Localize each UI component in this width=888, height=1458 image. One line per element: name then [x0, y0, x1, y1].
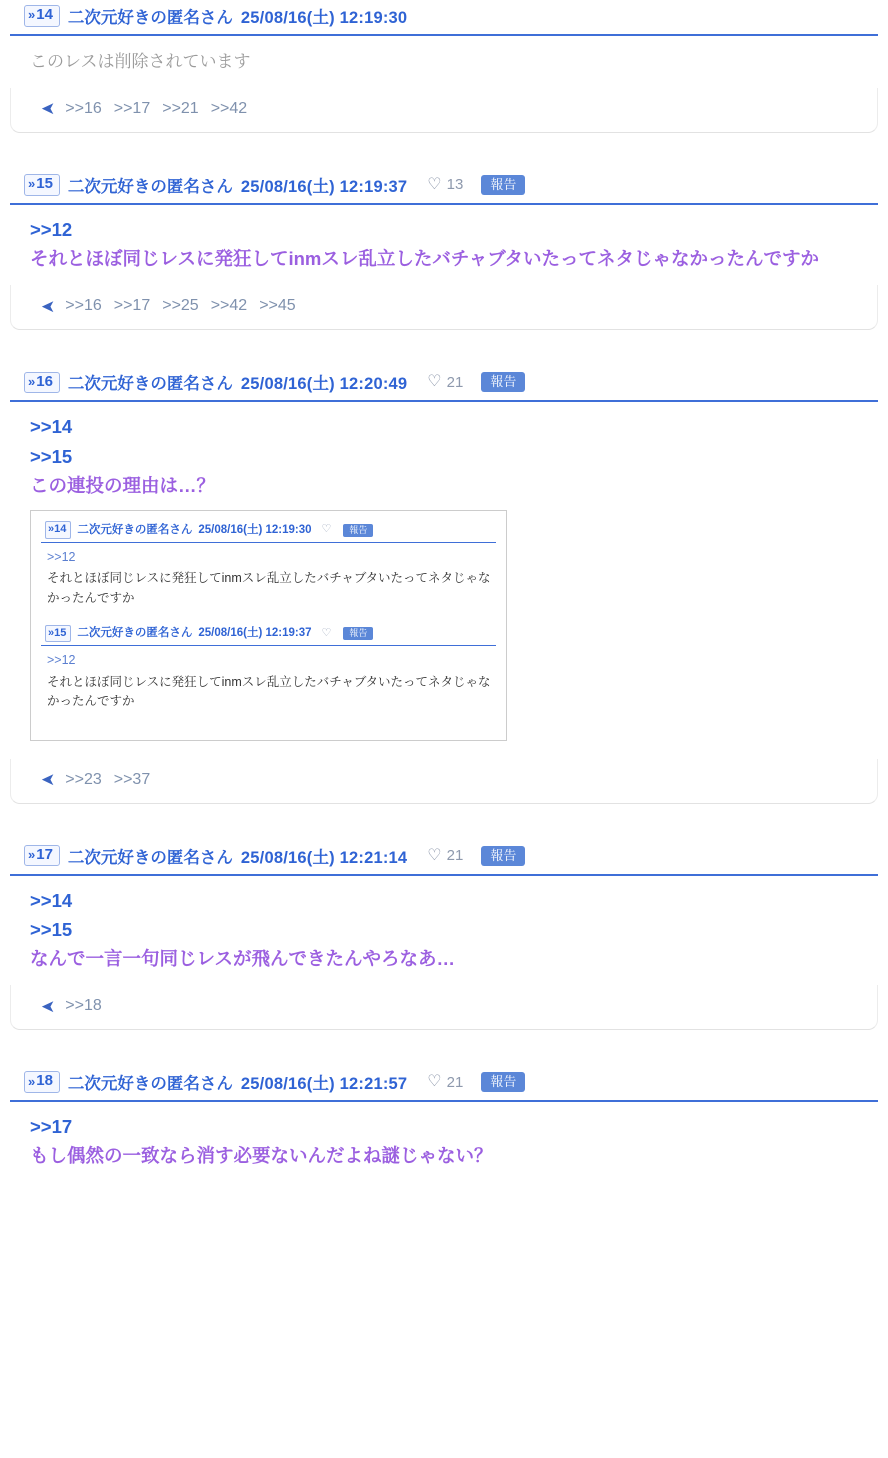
heart-icon: ♡: [427, 1073, 442, 1091]
like-counter[interactable]: [427, 176, 463, 193]
post-text: それとほぼ同じレスに発狂してinmスレ乱立したバチャブタいたってネタじゃなかったんですか: [30, 248, 819, 270]
res-number: 17: [36, 845, 53, 863]
reply-link[interactable]: >>21: [162, 99, 199, 117]
anchor-link[interactable]: >>12: [30, 218, 73, 240]
reply-link[interactable]: >>18: [65, 997, 102, 1015]
post-15: [10, 169, 878, 330]
embedded-post-body: [41, 646, 496, 711]
reply-link[interactable]: >>23: [65, 770, 102, 788]
reply-link[interactable]: >>42: [210, 297, 248, 315]
reply-link[interactable]: >>16: [65, 99, 102, 117]
embedded-screenshot[interactable]: [30, 510, 507, 741]
embedded-post-body: [41, 543, 496, 608]
reply-link[interactable]: >>45: [259, 297, 296, 315]
post-header: [10, 169, 878, 205]
embedded-res-number: »14: [45, 521, 71, 538]
reply-links: [65, 297, 295, 315]
anchor-link[interactable]: >>14: [30, 889, 73, 911]
reply-arrow-icon: ➤: [41, 770, 56, 790]
chevron-right-icon: »: [28, 176, 34, 192]
embedded-poster-name: 二次元好きの匿名さん: [77, 523, 193, 536]
embedded-post-date: 25/08/16(土) 12:19:30: [198, 523, 312, 536]
reply-bar: [10, 759, 878, 804]
post-14: [10, 0, 878, 133]
post-body: [10, 876, 878, 980]
anchor-link[interactable]: >>15: [30, 918, 73, 940]
embedded-post-header: [41, 622, 496, 646]
post-body: [10, 402, 878, 752]
like-count: 21: [446, 847, 464, 865]
reply-links: [65, 100, 247, 118]
reply-arrow-icon: ➤: [41, 99, 56, 119]
heart-icon: ♡: [427, 175, 442, 193]
post-date: 25/08/16(土) 12:20:49: [240, 375, 408, 394]
post-16: [10, 366, 878, 803]
res-number-badge[interactable]: [24, 1071, 60, 1093]
poster-name: 二次元好きの匿名さん: [67, 177, 233, 196]
embedded-post-text: それとほぼ同じレスに発狂してinmスレ乱立したバチャブタいたってネタじゃなかったんですか: [47, 571, 491, 605]
report-button[interactable]: 報告: [481, 846, 525, 866]
reply-links: [65, 997, 101, 1015]
like-counter[interactable]: [427, 847, 463, 864]
report-button[interactable]: 報告: [481, 1072, 525, 1092]
res-number-badge[interactable]: [24, 174, 60, 196]
embedded-poster-name: 二次元好きの匿名さん: [77, 627, 193, 640]
deleted-notice: このレスは削除されています: [30, 52, 251, 71]
reply-link[interactable]: >>25: [162, 297, 199, 315]
report-button[interactable]: 報告: [481, 372, 525, 392]
post-date: 25/08/16(土) 12:19:37: [240, 177, 408, 196]
post-18: [10, 1066, 878, 1176]
chevron-right-icon: »: [28, 1073, 34, 1089]
post-header: [10, 0, 878, 36]
poster-name: 二次元好きの匿名さん: [67, 1075, 233, 1094]
post-header: [10, 840, 878, 876]
embedded-post-header: [41, 519, 496, 543]
chevron-right-icon: »: [28, 7, 34, 23]
embedded-anchor-link: >>12: [47, 550, 76, 565]
reply-arrow-icon: ➤: [41, 996, 56, 1016]
post-text: なんで一言一句同じレスが飛んできたんやろなあ…: [30, 947, 455, 969]
like-counter[interactable]: [427, 1074, 463, 1091]
post-header: [10, 1066, 878, 1102]
embedded-heart-icon: ♡: [321, 626, 332, 639]
chevron-right-icon: »: [28, 846, 34, 862]
post-body: [10, 205, 878, 279]
anchor-link[interactable]: >>14: [30, 416, 73, 438]
res-number: 15: [36, 175, 53, 193]
embedded-res-number: »15: [45, 625, 71, 642]
poster-name: 二次元好きの匿名さん: [67, 9, 233, 27]
reply-link[interactable]: >>17: [113, 297, 151, 315]
post-body: [10, 1102, 878, 1176]
heart-icon: ♡: [427, 846, 442, 864]
embedded-heart-icon: ♡: [321, 523, 332, 536]
anchor-link[interactable]: >>17: [30, 1116, 73, 1138]
like-count: 13: [446, 176, 464, 194]
embedded-anchor-link: >>12: [47, 653, 76, 668]
reply-link[interactable]: >>16: [65, 297, 102, 315]
embedded-report-button: 報告: [343, 627, 373, 640]
embedded-post-15: [41, 622, 496, 711]
res-number-badge[interactable]: [24, 372, 60, 394]
heart-icon: ♡: [427, 373, 442, 391]
reply-bar: [10, 88, 878, 133]
chevron-right-icon: »: [28, 373, 34, 389]
res-number: 16: [36, 372, 53, 390]
embedded-post-text: それとほぼ同じレスに発狂してinmスレ乱立したバチャブタいたってネタじゃなかったんですか: [47, 674, 491, 709]
reply-link[interactable]: >>42: [210, 99, 248, 117]
anchor-link[interactable]: >>15: [30, 445, 73, 467]
like-counter[interactable]: [427, 374, 463, 391]
post-header: [10, 366, 878, 402]
reply-bar: [10, 985, 878, 1030]
reply-bar: [10, 285, 878, 330]
res-number: 18: [36, 1072, 53, 1090]
post-date: 25/08/16(土) 12:21:57: [240, 1075, 408, 1094]
post-body: [10, 36, 878, 82]
post-date: 25/08/16(土) 12:19:30: [240, 9, 408, 27]
post-date: 25/08/16(土) 12:21:14: [240, 848, 408, 867]
reply-link[interactable]: >>37: [113, 770, 151, 788]
reply-arrow-icon: ➤: [41, 296, 56, 316]
res-number: 14: [36, 6, 53, 24]
post-text: もし偶然の一致なら消す必要ないんだよね謎じゃない？: [30, 1145, 493, 1167]
res-number-badge[interactable]: [24, 845, 60, 867]
res-number-badge[interactable]: [24, 5, 60, 27]
like-count: 21: [446, 1073, 464, 1091]
post-text: この連投の理由は…？: [30, 474, 216, 496]
reply-link[interactable]: >>17: [113, 99, 151, 117]
report-button[interactable]: 報告: [481, 175, 525, 195]
embedded-post-date: 25/08/16(土) 12:19:37: [198, 627, 312, 640]
post-17: [10, 840, 878, 1031]
like-count: 21: [446, 373, 464, 391]
poster-name: 二次元好きの匿名さん: [67, 848, 233, 867]
poster-name: 二次元好きの匿名さん: [67, 375, 233, 394]
reply-links: [65, 771, 150, 789]
embedded-report-button: 報告: [343, 524, 373, 537]
embedded-post-14: [41, 519, 496, 608]
